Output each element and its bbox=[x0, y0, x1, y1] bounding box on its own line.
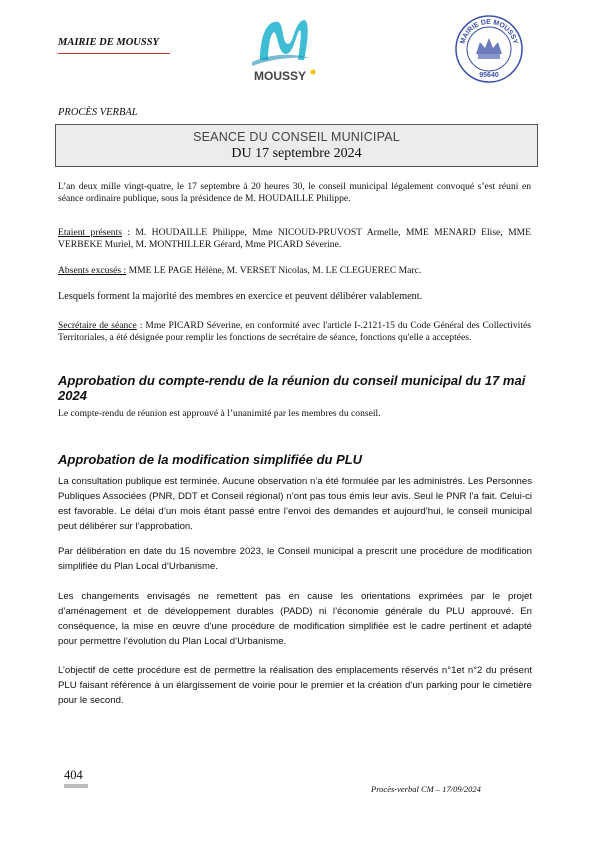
minutes-approval-text: Le compte-rendu de réunion est approuvé à l’unanimité par les membres du conseil. bbox=[58, 408, 381, 419]
secretary-paragraph bbox=[58, 320, 531, 343]
secretary-text: : Mme PICARD Séverine, en conformité avec l'article I-.2121-15 du Code Général des Collectivités Territoriales, a été désignée pour remplir les fonctions de secrétaire de séance, fonctions qu'elle a acceptées. bbox=[58, 320, 531, 343]
title-box bbox=[55, 124, 538, 167]
present-list: : M. HOUDAILLE Philippe, Mme NICOUD-PRUVOST Armelle, MME MENARD Elise, MME VERBEKE Muriel, M. MONTHILLER Gérard, Mme PICARD Séverine. bbox=[58, 227, 531, 250]
present-label: Etaient présents bbox=[58, 227, 122, 238]
page-number-bar bbox=[64, 784, 88, 788]
seal-code: 95640 bbox=[479, 72, 499, 79]
seal-text: MAIRIE DE MOUSSY bbox=[459, 18, 519, 45]
title-line2: DU 17 septembre 2024 bbox=[231, 146, 362, 161]
absent-members bbox=[58, 265, 531, 277]
document-type: PROCÈS VERBAL bbox=[58, 107, 138, 118]
logo-text: MOUSSY bbox=[253, 69, 307, 83]
quorum-statement: Lesquels forment la majorité des membres en exercice et peuvent délibérer valablement. bbox=[58, 291, 423, 302]
section-heading-plu: Approbation de la modification simplifiée du PLU bbox=[58, 452, 363, 467]
footer-text: Procès-verbal CM – 17/09/2024 bbox=[371, 784, 481, 794]
section-heading-minutes: Approbation du compte-rendu de la réunion du conseil municipal du 17 mai 2024 bbox=[58, 373, 526, 403]
page-number: 404 bbox=[64, 768, 83, 782]
plu-paragraph: Par délibération en date du 15 novembre 2023, le Conseil municipal a prescrit une procédure de modification simplifiée du Plan Local d’Urbanisme. bbox=[58, 546, 532, 572]
moussy-logo bbox=[238, 14, 322, 88]
plu-paragraph: L’objectif de cette procédure est de permettre la réalisation des emplacements réservés n°1et n°2 du présent PLU faisant référence à un élargissement de voirie pour le premier et la création d’un parking pour le cimetière pour le second. bbox=[58, 665, 532, 706]
plu-paragraph: La consultation publique est terminée. Aucune observation n’a été formulée par les administrés. Les Personnes Publiques Associées (PNR, DDT et Conseil régional) n’ont pas tous émis leur avis. Seul le PNR l’a fait. Celui-ci est favorable. Le délai d’un mois étant passé entre l’envoi des demandes et aujourd’hui, le conseil municipal peut délibérer sur l’approbation. bbox=[58, 476, 532, 532]
municipal-seal bbox=[454, 14, 524, 84]
absent-list: MME LE PAGE Hélène, M. VERSET Nicolas, M. LE CLEGUEREC Marc. bbox=[126, 265, 422, 276]
title-line1: SEANCE DU CONSEIL MUNICIPAL bbox=[193, 130, 400, 144]
secretary-label: Secrétaire de séance bbox=[58, 320, 137, 331]
plu-paragraph: Les changements envisagés ne remettent pas en cause les orientations exprimées par le projet d’aménagement et de développement durables (PADD) ni l’économie générale du PLU approuvé. En conséquence, la mise en œuvre d’une procédure de modification simplifiée est le cadre pertinent et adapté pour permettre l’évolution du Plan Local d’Urbanisme. bbox=[58, 591, 532, 647]
absent-label: Absents excusés : bbox=[58, 265, 127, 276]
header-rule bbox=[58, 53, 170, 54]
present-members bbox=[58, 227, 531, 250]
mairie-header: MAIRIE DE MOUSSY bbox=[58, 37, 159, 48]
intro-paragraph: L’an deux mille vingt-quatre, le 17 septembre à 20 heures 30, le conseil municipal légalement convoqué s’est réuni en séance ordinaire publique, sous la présidence de M. HOUDAILLE Philippe. bbox=[58, 181, 531, 204]
